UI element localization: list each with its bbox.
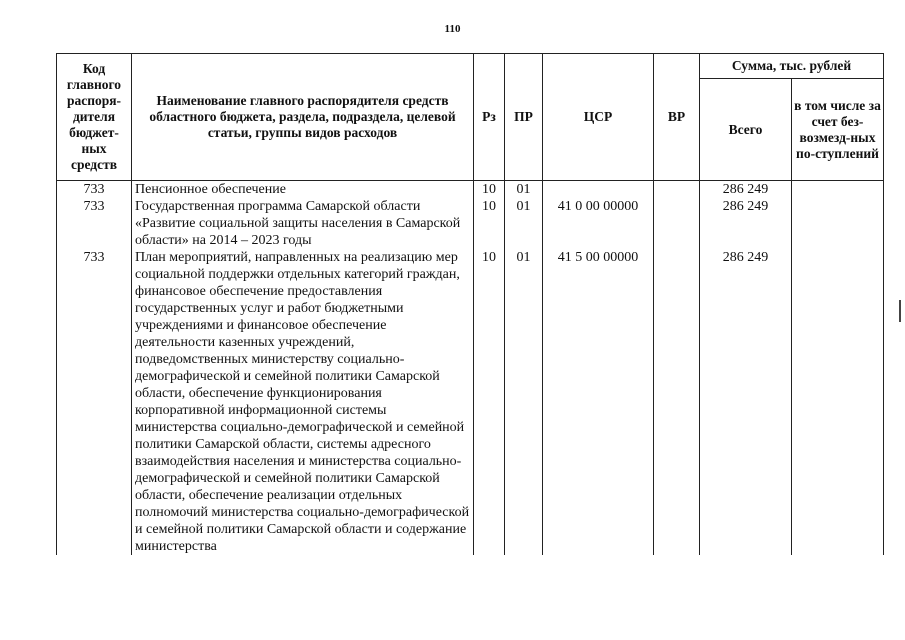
- cell-code: 733: [57, 181, 132, 199]
- cell-including: [792, 198, 884, 249]
- header-rz: Рз: [474, 54, 505, 181]
- cell-csr: 41 5 00 00000: [543, 249, 654, 555]
- table-row: [57, 198, 884, 249]
- cell-rz: 10: [474, 181, 505, 199]
- cell-vr: [654, 249, 700, 555]
- header-pr: ПР: [505, 54, 543, 181]
- scan-edge-mark: [899, 300, 901, 322]
- page-number: 110: [444, 23, 461, 35]
- cell-including: [792, 181, 884, 199]
- header-name: Наименование главного распорядителя средств областного бюджета, раздела, подраздела, целевой статьи, группы видов расходов: [132, 54, 474, 181]
- header-sum-group: Сумма, тыс. рублей: [700, 54, 884, 79]
- cell-name: Государственная программа Самарской области «Развитие социальной защиты населения в Самарской области» на 2014 – 2023 годы: [132, 198, 474, 249]
- header-csr: ЦСР: [543, 54, 654, 181]
- header-vr: ВР: [654, 54, 700, 181]
- table-row: [57, 249, 884, 555]
- cell-vr: [654, 181, 700, 199]
- cell-csr: 41 0 00 00000: [543, 198, 654, 249]
- cell-including: [792, 249, 884, 555]
- header-code: Код главного распоря-дителя бюджет-ных средств: [57, 54, 132, 181]
- cell-code: 733: [57, 198, 132, 249]
- cell-total: 286 249: [700, 249, 792, 555]
- cell-rz: 10: [474, 198, 505, 249]
- table-row: [57, 181, 884, 199]
- cell-csr: [543, 181, 654, 199]
- cell-pr: 01: [505, 249, 543, 555]
- budget-table: [56, 53, 884, 555]
- cell-name: Пенсионное обеспечение: [132, 181, 474, 199]
- cell-total: 286 249: [700, 198, 792, 249]
- cell-pr: 01: [505, 198, 543, 249]
- header-including: в том числе за счет без-возмезд-ных по-ступлений: [792, 79, 884, 181]
- header-total: Всего: [700, 79, 792, 181]
- cell-name: План мероприятий, направленных на реализацию мер социальной поддержки отдельных категорий граждан, финансовое обеспечение предоставления государственных услуг и работ бюджетными учреждениями и финансовое обеспечение деятельности казенных учреждений, подведомственных министерству социально-демографической и семейной политики Самарской области, обеспечение функционирования корпоративной информационной системы министерства социально-демографической и семейной политики Самарской области, системы адресного взаимодействия населения и министерства социально-демографической и семейной политики Самарской области, обеспечение реализации отдельных полномочий министерства социально-демографической и семейной политики Самарской области и содержание министерства: [132, 249, 474, 555]
- cell-pr: 01: [505, 181, 543, 199]
- cell-total: 286 249: [700, 181, 792, 199]
- cell-code: 733: [57, 249, 132, 555]
- cell-vr: [654, 198, 700, 249]
- cell-rz: 10: [474, 249, 505, 555]
